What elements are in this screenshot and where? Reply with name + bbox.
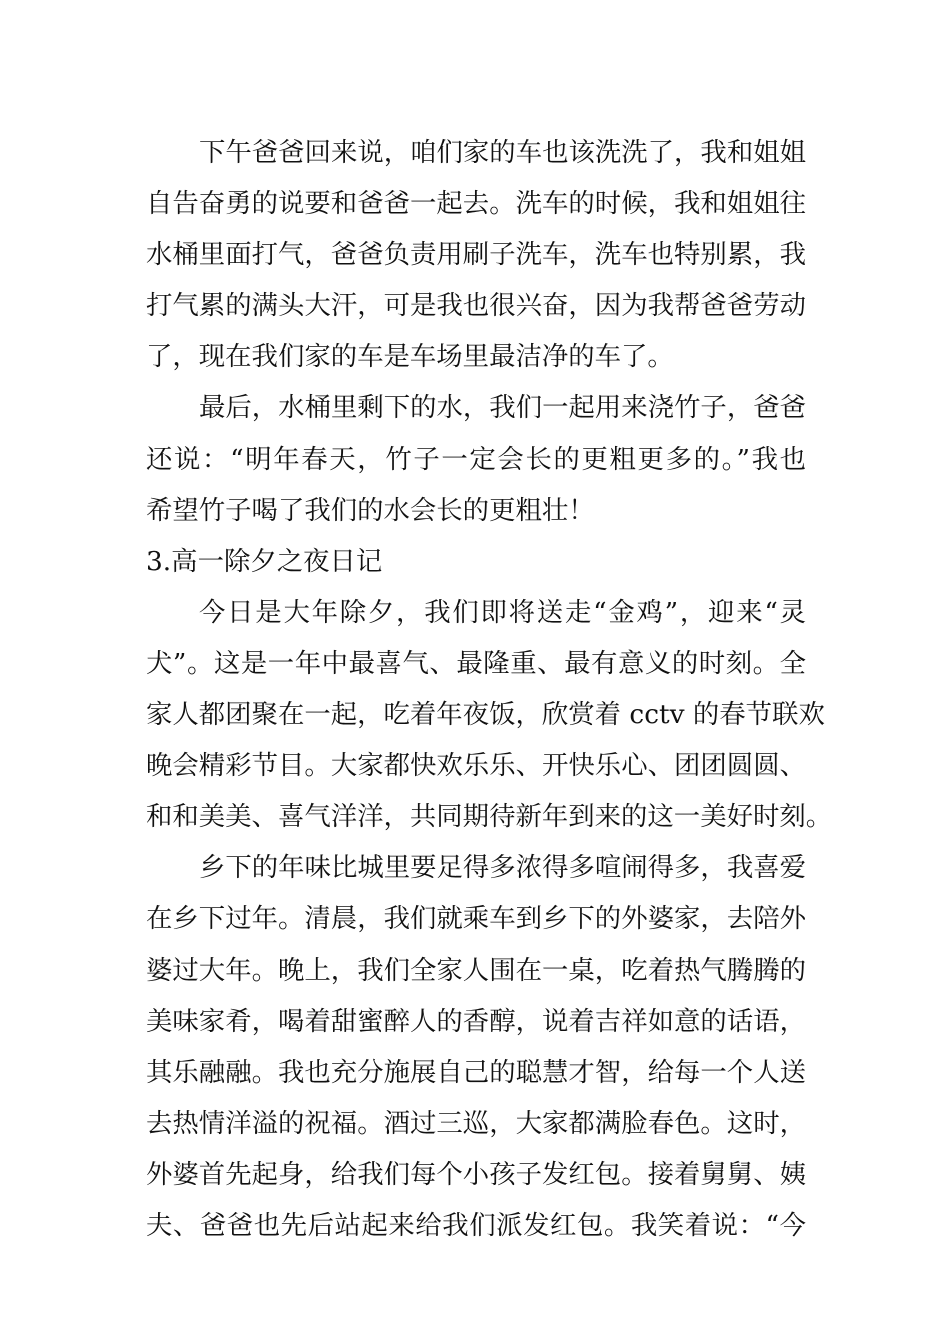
- paragraph: [146, 587, 833, 842]
- section-heading: 3.高一除夕之夜日记: [146, 545, 383, 577]
- text-line: 水桶里面打气，爸爸负责用刷子洗车，洗车也特别累，我: [146, 239, 806, 271]
- text-line: 外婆首先起身，给我们每个小孩子发红包。接着舅舅、姨: [146, 1158, 806, 1190]
- text-line: 美味家肴，喝着甜蜜醉人的香醇，说着吉祥如意的话语，: [146, 1005, 806, 1037]
- text-line: 婆过大年。晚上，我们全家人围在一桌，吃着热气腾腾的: [146, 954, 806, 986]
- text-line: 自告奋勇的说要和爸爸一起去。洗车的时候，我和姐姐往: [146, 188, 806, 220]
- text-line: 了，现在我们家的车是车场里最洁净的车了。: [146, 341, 674, 373]
- paragraph: [146, 842, 806, 1251]
- text-line: 乡下的年味比城里要足得多浓得多喧闹得多，我喜爱: [199, 852, 806, 884]
- paragraph: [146, 382, 806, 535]
- text-line: 家人都团聚在一起，吃着年夜饭，欣赏着 cctv 的春节联欢: [146, 699, 825, 731]
- text-line: 去热情洋溢的祝福。酒过三巡，大家都满脸春色。这时，: [146, 1107, 806, 1139]
- text-line: 晚会精彩节目。大家都快欢乐乐、开快乐心、团团圆圆、: [146, 750, 806, 782]
- text-line: 下午爸爸回来说，咱们家的车也该洗洗了，我和姐姐: [199, 137, 806, 168]
- document-body: [146, 127, 833, 1251]
- text-line: 打气累的满头大汗，可是我也很兴奋，因为我帮爸爸劳动: [146, 290, 806, 322]
- text-line: 最后，水桶里剩下的水，我们一起用来浇竹子，爸爸: [199, 392, 806, 424]
- text-line: 和和美美、喜气洋洋，共同期待新年到来的这一美好时刻。: [146, 801, 833, 833]
- text-line: 在乡下过年。清晨，我们就乘车到乡下的外婆家，去陪外: [146, 903, 806, 935]
- text-line: 今日是大年除夕，我们即将送走“金鸡”，迎来“灵: [199, 596, 806, 628]
- text-line: 其乐融融。我也充分施展自己的聪慧才智，给每一个人送: [146, 1056, 806, 1088]
- text-line: 还说：“明年春天，竹子一定会长的更粗更多的。”我也: [146, 443, 806, 475]
- text-line: 夫、爸爸也先后站起来给我们派发红包。我笑着说：“今: [146, 1209, 806, 1241]
- paragraph: [146, 127, 806, 382]
- text-line: 希望竹子喝了我们的水会长的更粗壮！: [146, 494, 595, 526]
- text-line: 犬”。这是一年中最喜气、最隆重、最有意义的时刻。全: [146, 647, 806, 679]
